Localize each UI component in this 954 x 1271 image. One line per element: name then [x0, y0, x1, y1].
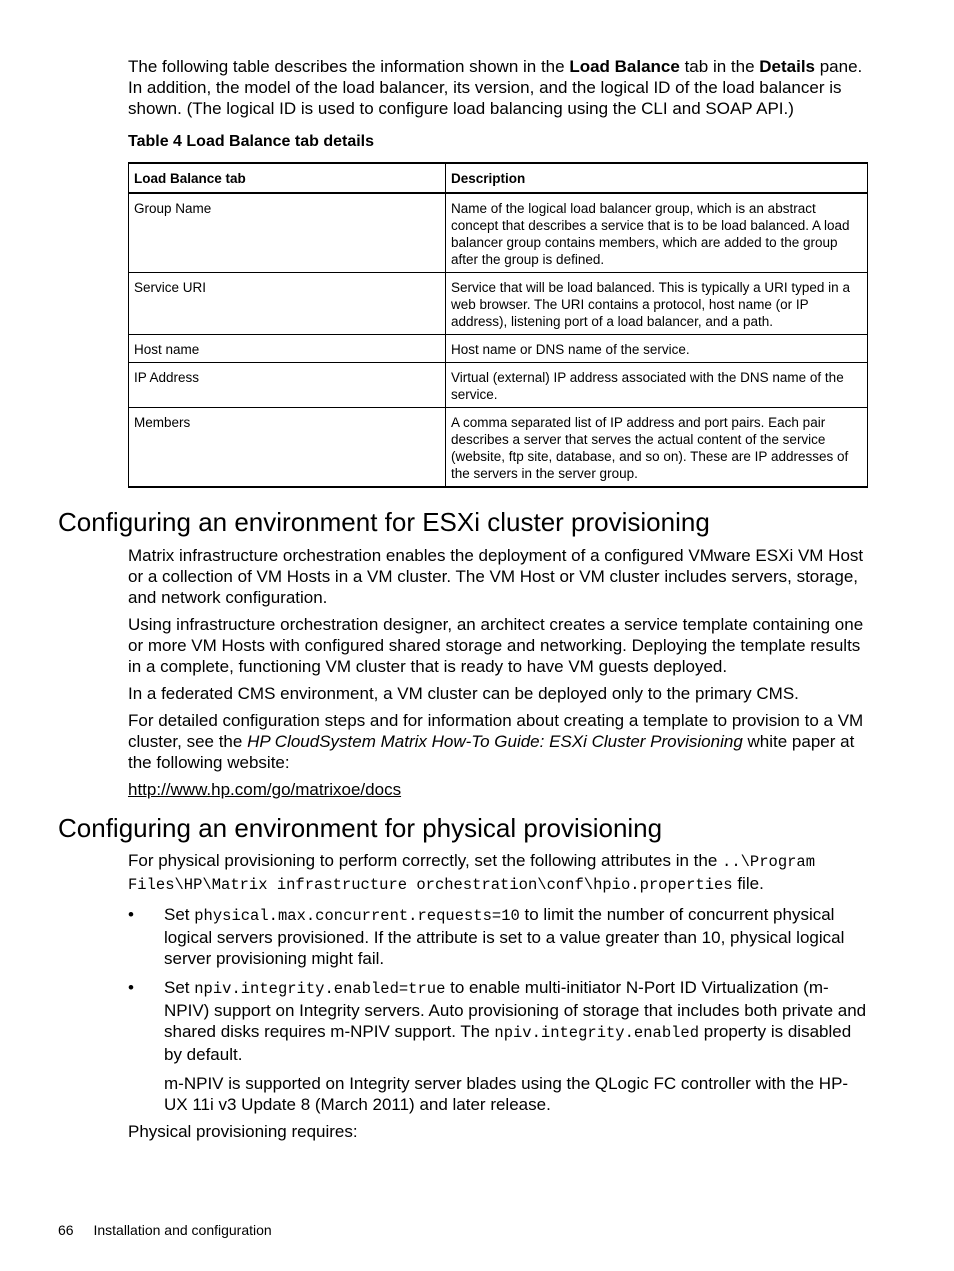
esxi-paragraph-3: In a federated CMS environment, a VM cluster can be deployed only to the primary CMS.: [128, 684, 799, 703]
bullet-icon: •: [128, 978, 134, 997]
table-cell: Host name: [129, 335, 446, 363]
page-number: 66: [58, 1222, 74, 1238]
table-row: [129, 273, 868, 335]
table-cell: Virtual (external) IP address associated with the DNS name of the service.: [446, 363, 868, 408]
table-cell: Name of the logical load balancer group, which is an abstract concept that describes a service that is to be load balanced. A load balancer group contains members, which are added to the group after the group is defined.: [446, 193, 868, 273]
intro-paragraph: The following table describes the information shown in the Load Balance tab in the Details pane. In addition, the model of the load balancer, its version, and the logical ID of the load balancer is shown. (The logical ID is used to configure load balancing using the CLI and SOAP API.): [128, 57, 863, 118]
list-item: • Set npiv.integrity.enabled=true to enable multi-initiator N-Port ID Virtualization (m-NPIV) support on Integrity servers. Auto provisioning of storage that includes both private and shared disks requires m-NPIV support. The npiv.integrity.enabled property is disabled by default.: [128, 978, 867, 1064]
esxi-section: [128, 545, 868, 806]
header-cell: Description: [446, 163, 868, 193]
table-cell: Group Name: [129, 193, 446, 273]
physical-heading: Configuring an environment for physical provisioning: [58, 813, 663, 843]
table-cell: Service URI: [129, 273, 446, 335]
load-balance-table: [128, 162, 868, 488]
mnpiv-note: m-NPIV is supported on Integrity server blades using the QLogic FC controller with the HP-UX 11i v3 Update 8 (March 2011) and later release.: [164, 1074, 849, 1114]
table-header-row: [129, 163, 868, 193]
intro-section: [128, 56, 868, 488]
page-footer: [58, 1222, 272, 1238]
table-row: [129, 193, 868, 273]
bullet-icon: •: [128, 905, 134, 924]
properties-path: ..\Program Files\HP\Matrix infrastructure orchestration\conf\hpio.properties: [128, 853, 816, 894]
table-cell: Members: [129, 408, 446, 488]
table-row: [129, 408, 868, 488]
esxi-paragraph-4: For detailed configuration steps and for information about creating a template to provision to a VM cluster, see the HP CloudSystem Matrix How-To Guide: ESXi Cluster Provisioning white paper at the following website:: [128, 711, 864, 772]
docs-link[interactable]: http://www.hp.com/go/matrixoe/docs: [128, 780, 402, 799]
table-caption: Table 4 Load Balance tab details: [128, 133, 374, 150]
physical-paragraph-1: For physical provisioning to perform correctly, set the following attributes in the ..\Program Files\HP\Matrix infrastructure orchestration\conf\hpio.properties file.: [128, 851, 816, 894]
footer-section: Installation and configuration: [93, 1222, 272, 1238]
list-item: • Set physical.max.concurrent.requests=10 to limit the number of concurrent physical logical servers provisioned. If the attribute is set to a value greater than 10, physical logical server provisioning might fail.: [128, 905, 845, 968]
table-row: [129, 335, 868, 363]
header-cell: Load Balance tab: [129, 163, 446, 193]
physical-section: [128, 850, 868, 1148]
table-cell: Host name or DNS name of the service.: [446, 335, 868, 363]
physical-requires: Physical provisioning requires:: [128, 1122, 358, 1141]
esxi-paragraph-1: Matrix infrastructure orchestration enables the deployment of a configured VMware ESXi VM Host or a collection of VM Hosts in a VM cluster. The VM Host or VM cluster includes servers, storage, and network configuration.: [128, 546, 864, 607]
table-cell: Service that will be load balanced. This is typically a URI typed in a web browser. The URI contains a protocol, host name (or IP address), listening port of a load balancer, and a path.: [446, 273, 868, 335]
table-cell: A comma separated list of IP address and port pairs. Each pair describes a server that serves the actual content of the service (website, ftp site, database, and so on). These are IP addresses of the servers in the server group.: [446, 408, 868, 488]
table-row: [129, 363, 868, 408]
table-cell: IP Address: [129, 363, 446, 408]
docs-link-paragraph: [128, 779, 868, 800]
esxi-paragraph-2: Using infrastructure orchestration designer, an architect creates a service template containing one or more VM Hosts with configured shared storage and networking. Deploying the template results in a complete, functioning VM cluster that is ready to have VM guests deployed.: [128, 615, 864, 676]
attribute-list: [128, 904, 868, 1065]
esxi-heading: Configuring an environment for ESXi cluster provisioning: [58, 507, 710, 537]
